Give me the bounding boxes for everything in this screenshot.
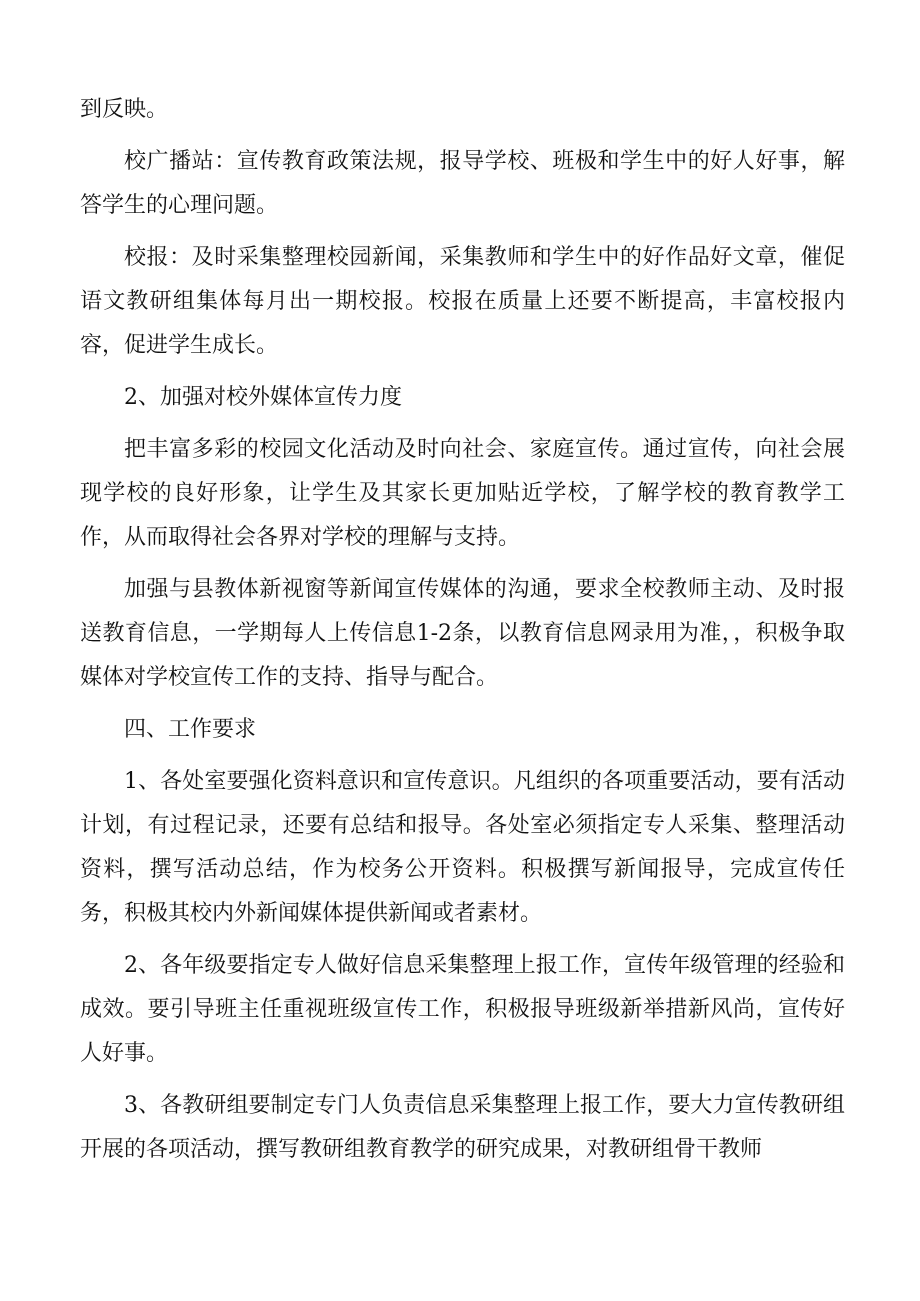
paragraph-broadcast-station: 校广播站：宣传教育政策法规，报导学校、班极和学生中的好人好事，解答学生的心理问题。 <box>80 149 845 218</box>
paragraph-continuation: 到反映。 <box>80 97 169 122</box>
heading-work-requirements: 四、工作要求 <box>124 717 257 742</box>
paragraph-media-communication: 加强与县教体新视窗等新闻宣传媒体的沟通，要求全校教师主动、及时报送教育信息，一学期每人上传信息1-2条，以教育信息网录用为准，，积极争取媒体对学校宣传工作的支持、指导与配合。 <box>80 577 845 690</box>
paragraph-requirement-2: 2、各年级要指定专人做好信息采集整理上报工作，宣传年级管理的经验和成效。要引导班主任重视班级宣传工作，积极报导班级新举措新风尚，宣传好人好事。 <box>80 953 845 1066</box>
document-body <box>80 88 845 1180</box>
paragraph-requirement-1: 1、各处室要强化资料意识和宣传意识。凡组织的各项重要活动，要有活动计划，有过程记录，还要有总结和报导。各处室必须指定专人采集、整理活动资料，撰写活动总结，作为校务公开资料。积极撰写新闻报导，完成宣传任务，积极其校内外新闻媒体提供新闻或者素材。 <box>80 769 845 926</box>
paragraph-campus-culture: 把丰富多彩的校园文化活动及时向社会、家庭宣传。通过宣传，向社会展现学校的良好形象，让学生及其家长更加贴近学校，了解学校的教育教学工作，从而取得社会各界对学校的理解与支持。 <box>80 437 845 550</box>
paragraph-requirement-3: 3、各教研组要制定专门人负责信息采集整理上报工作，要大力宣传教研组开展的各项活动，撰写教研组教育教学的研究成果，对教研组骨干教师 <box>80 1093 845 1162</box>
paragraph-school-newspaper: 校报：及时采集整理校园新闻，采集教师和学生中的好作品好文章，催促语文教研组集体每月出一期校报。校报在质量上还要不断提高，丰富校报内容，促进学生成长。 <box>80 245 845 358</box>
heading-external-media: 2、加强对校外媒体宣传力度 <box>124 385 402 410</box>
